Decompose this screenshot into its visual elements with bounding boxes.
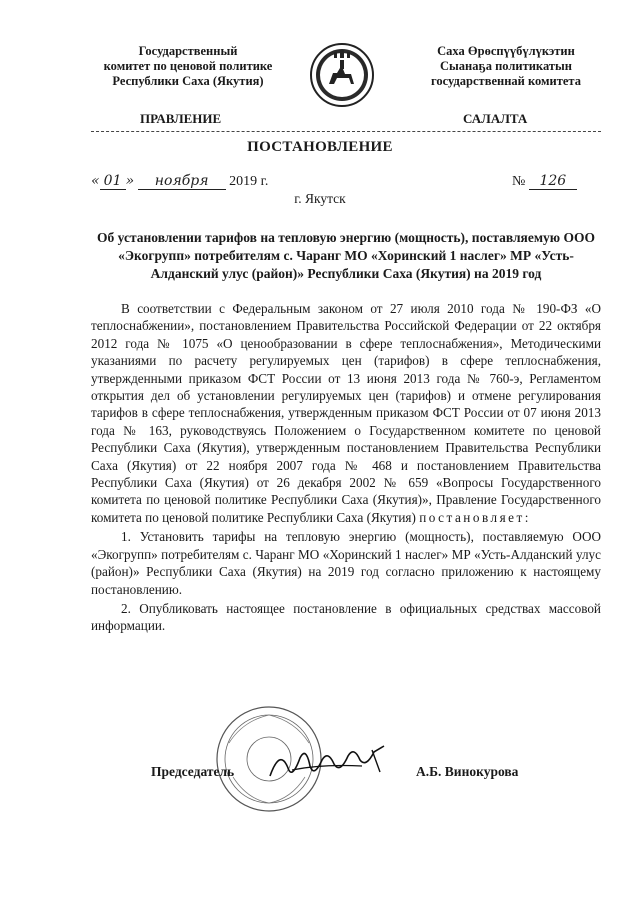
handwritten-signature-icon <box>262 738 402 788</box>
board-label-ru: ПРАВЛЕНИЕ <box>140 111 222 126</box>
issuer-line: комитет по ценовой политике <box>103 59 273 73</box>
date-year: 2019 г. <box>229 174 269 189</box>
issuer-line: Республики Саха (Якутия) <box>112 74 264 88</box>
header-divider <box>91 131 601 132</box>
issuer-name-sakha <box>396 44 616 89</box>
document-body <box>91 300 601 635</box>
issuer-line: Сыанаҕа политикатын <box>440 59 572 73</box>
preamble-paragraph <box>91 300 601 526</box>
date-day: 01 <box>100 173 126 190</box>
resolution-item: 2. Опубликовать настоящее постановление в официальных средствах массовой информации. <box>91 600 601 634</box>
board-label-sakha: САЛАЛТА <box>463 111 528 126</box>
number-sign: № <box>512 174 526 189</box>
preamble-text: В соответствии с Федеральным законом от 27 июля 2010 года № 190-ФЗ «О теплоснабжении», постановлением Правительства Российской Федерации от 22 октября 2012 года № 1075 «О ценообразовании в сфере теплоснабжения», Методическими указаниями по расчету регулируемых цен (тарифов) в сфере теплоснабжения, утвержденными приказом ФСТ России от 13 июня 2013 года № 760-э, Регламентом открытия дел об установлении регулируемых цен (тарифов) и отмене регулирования тарифов в сфере теплоснабжения, утвержденным приказом ФСТ России от 07 июня 2013 года № 163, руководствуясь Положением о Государственном комитете по ценовой Республики Саха (Якутия), утвержденным постановлением Правительства Республики Саха (Якутия) от 22 ноября 2007 года № 468 и постановлением Правительства Республики Саха (Якутия) от 26 декабря 2002 № 659 «Вопросы Государственного комитета по ценовой политике Республики Саха (Якутия)», Правление Государственного комитета по ценовой политике Республики Саха (Якутия) <box>91 301 601 525</box>
issuer-name-ru <box>88 44 288 89</box>
document-type: ПОСТАНОВЛЕНИЕ <box>247 139 393 155</box>
city: г. Якутск <box>294 191 346 206</box>
issuer-line: Государственный <box>138 44 238 58</box>
resolves-word: постановляет: <box>419 509 531 525</box>
issuer-line: государственнай комитета <box>431 74 581 88</box>
date-close-quote: » <box>125 173 135 189</box>
issuer-line: Саха Өрөспүүбүлүкэтин <box>437 44 575 58</box>
signatory-name: А.Б. Винокурова <box>416 764 519 779</box>
coat-of-arms-icon <box>307 40 377 110</box>
date-open-quote: « <box>91 173 100 189</box>
document-date <box>91 173 268 190</box>
date-month: ноября <box>138 173 226 190</box>
document-number <box>512 173 577 190</box>
document-subject: Об установлении тарифов на тепловую энергию (мощность), поставляемую ООО «Экогрупп» потребителям с. Чаранг МО «Хоринский 1 наслег» МР «Усть-Алданский улус (район)» Республики Саха (Якутия) на 2019 год <box>97 230 595 281</box>
number-value: 126 <box>529 173 577 190</box>
resolution-item: 1. Установить тарифы на тепловую энергию (мощность), поставляемую ООО «Экогрупп» потребителям с. Чаранг МО «Хоринский 1 наслег» МР «Усть-Алданский улус (район)» Республики Саха (Якутия) на 2019 год согласно приложению к настоящему постановлению. <box>91 529 601 597</box>
signatory-position: Председатель <box>151 764 235 779</box>
